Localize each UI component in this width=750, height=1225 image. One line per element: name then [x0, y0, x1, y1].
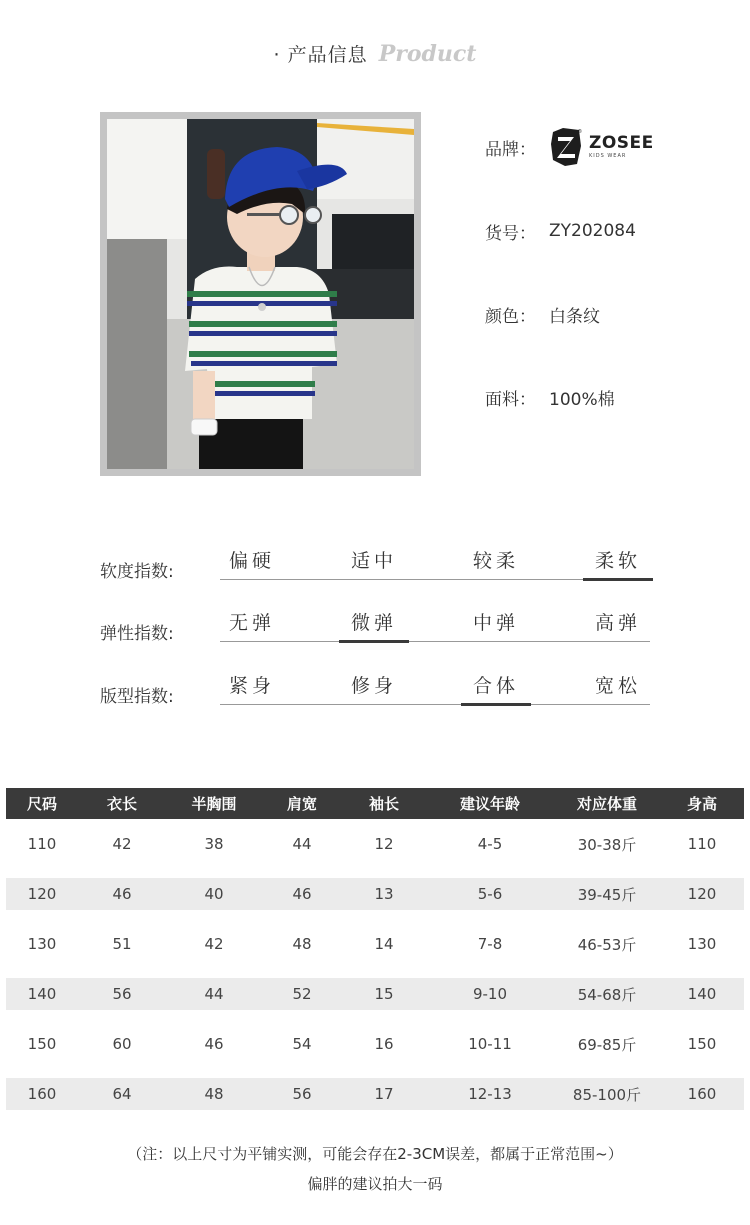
table-cell: 52 [292, 985, 312, 1003]
table-row [6, 978, 744, 1010]
table-cell: 14 [374, 935, 394, 953]
table-cell: 48 [204, 1085, 224, 1103]
table-cell: 110 [687, 835, 717, 853]
table-header [6, 788, 744, 819]
table-cell: 42 [112, 835, 132, 853]
table-cell: 15 [374, 985, 394, 1003]
table-cell: 38 [204, 835, 224, 853]
table-cell: 40 [204, 885, 224, 903]
table-row [6, 919, 744, 969]
table-cell: 130 [687, 935, 717, 953]
elasticity-index [100, 605, 660, 655]
column-header: 衣长 [106, 795, 137, 813]
scale-option: 偏硬 [228, 550, 275, 572]
table-cell: 46 [112, 885, 132, 903]
scale-selected-marker [583, 578, 653, 581]
table-cell: 64 [112, 1085, 132, 1103]
product-photo-frame [100, 112, 421, 476]
brand-label: 品牌： [485, 139, 536, 160]
table-cell: 7-8 [477, 935, 503, 953]
size-table [6, 788, 744, 1119]
brand-sub: KIDS WEAR [589, 153, 627, 159]
table-row [6, 878, 744, 910]
table-cell: 140 [687, 985, 717, 1003]
product-photo [107, 119, 414, 469]
softness-index [100, 543, 660, 593]
table-cell: 160 [27, 1085, 57, 1103]
table-cell: 44 [204, 985, 224, 1003]
table-cell: 13 [374, 885, 394, 903]
table-cell: 9-10 [472, 985, 508, 1003]
table-cell: 44 [292, 835, 312, 853]
table-cell: 5-6 [477, 885, 503, 903]
scale-selected-marker [339, 640, 409, 643]
scale-option: 修身 [350, 675, 397, 697]
table-cell: 51 [112, 935, 132, 953]
fabric-row [485, 382, 615, 412]
table-cell: 56 [112, 985, 132, 1003]
column-header: 尺码 [26, 795, 57, 813]
table-cell: 54 [292, 1035, 312, 1053]
color-row [485, 299, 600, 329]
size-advice: 偏胖的建议拍大一码 [307, 1175, 443, 1193]
table-cell: 85-100斤 [572, 1085, 642, 1104]
table-cell: 10-11 [468, 1035, 512, 1053]
code-label: 货号： [485, 223, 536, 244]
column-header: 建议年龄 [459, 795, 520, 813]
table-cell: 46 [292, 885, 312, 903]
table-cell: 12 [374, 835, 394, 853]
table-cell: 46-53斤 [577, 935, 637, 954]
svg-text:®: ® [578, 129, 582, 135]
color-label: 颜色： [485, 306, 536, 327]
scale-option: 高弹 [594, 612, 641, 634]
scale-label: 软度指数: [100, 562, 174, 582]
table-cell: 150 [27, 1035, 57, 1053]
table-cell: 60 [112, 1035, 132, 1053]
table-cell: 4-5 [477, 835, 503, 853]
table-cell: 160 [687, 1085, 717, 1103]
table-cell: 56 [292, 1085, 312, 1103]
table-cell: 30-38斤 [577, 835, 637, 854]
section-title-en: Product [378, 40, 477, 67]
scale-option: 中弹 [472, 612, 519, 634]
table-cell: 54-68斤 [577, 985, 637, 1004]
table-cell: 120 [687, 885, 717, 903]
table-cell: 69-85斤 [577, 1035, 637, 1054]
column-header: 袖长 [368, 795, 399, 813]
table-cell: 42 [204, 935, 224, 953]
table-cell: 39-45斤 [577, 885, 637, 904]
fabric-value: 100%棉 [549, 389, 615, 410]
table-cell: 150 [687, 1035, 717, 1053]
scale-option: 宽松 [594, 675, 641, 697]
table-cell: 130 [27, 935, 57, 953]
column-header: 身高 [686, 795, 717, 813]
table-cell: 120 [27, 885, 57, 903]
brand-logo [549, 126, 654, 168]
measurement-note: （注：以上尺寸为平铺实测，可能会存在2-3CM误差，都属于正常范围~） [127, 1145, 623, 1163]
table-cell: 46 [204, 1035, 224, 1053]
table-cell: 48 [292, 935, 312, 953]
zosee-logo-icon [549, 126, 583, 168]
fit-index [100, 668, 660, 718]
table-row [6, 1019, 744, 1069]
table-cell: 110 [27, 835, 57, 853]
table-body [6, 819, 744, 1110]
section-title: · 产品信息 [273, 44, 368, 66]
table-cell: 140 [27, 985, 57, 1003]
section-header [0, 40, 750, 70]
table-row [6, 819, 744, 869]
scale-option: 紧身 [228, 675, 275, 697]
table-cell: 12-13 [468, 1085, 512, 1103]
column-header: 肩宽 [286, 795, 317, 813]
table-cell: 16 [374, 1035, 394, 1053]
brand-row [485, 129, 654, 162]
scale-selected-marker [461, 703, 531, 706]
table-cell: 17 [374, 1085, 394, 1103]
code-row [485, 216, 636, 246]
brand-name: ZOSEE [589, 133, 654, 153]
product-photo-illustration [107, 119, 414, 469]
fabric-label: 面料： [485, 389, 536, 410]
scale-line [220, 704, 650, 705]
column-header: 半胸围 [191, 795, 237, 813]
column-header: 对应体重 [576, 795, 637, 813]
color-value: 白条纹 [549, 306, 600, 327]
scale-option: 较柔 [472, 550, 519, 572]
scale-option: 无弹 [228, 612, 275, 634]
scale-option: 柔软 [594, 550, 641, 572]
scale-option: 微弹 [350, 612, 397, 634]
scale-option: 合体 [472, 675, 519, 697]
scale-line [220, 641, 650, 642]
code-value: ZY202084 [549, 221, 636, 241]
table-row [6, 1078, 744, 1110]
scale-option: 适中 [350, 550, 397, 572]
scale-label: 弹性指数: [100, 624, 174, 644]
scale-label: 版型指数: [100, 687, 174, 707]
